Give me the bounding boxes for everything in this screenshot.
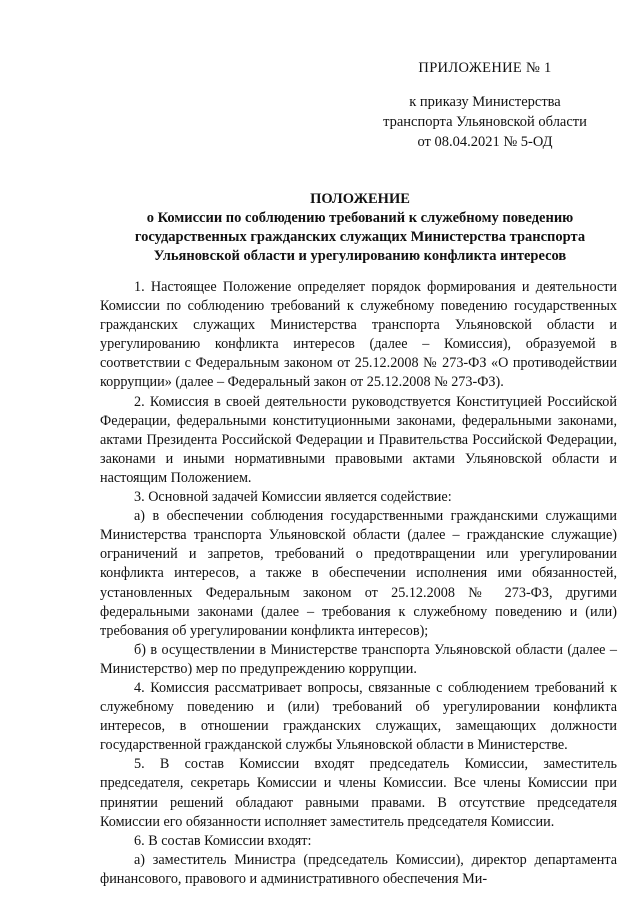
- paragraph: а) заместитель Министра (председатель Комиссии), директор департамента финансового, правового и административного обеспечения Ми-: [100, 851, 617, 887]
- document-heading: [100, 190, 620, 266]
- appendix-title: ПРИЛОЖЕНИЕ № 1: [418, 60, 552, 76]
- paragraph: 5. В состав Комиссии входят председатель Комиссии, заместитель председателя, секретарь Комиссии и члены Комиссии. Все члены Комиссии при принятии решений обладают равными правами. В отсутствие председателя Комиссии его обязанности исполняет заместитель председателя Комиссии.: [100, 756, 617, 830]
- heading-subtitle: о Комиссии по соблюдению требований к служебному поведению государственных гражданских служащих Министерства транспорта Ульяновской области и урегулированию конфликта интересов: [134, 210, 586, 264]
- paragraph: а) в обеспечении соблюдения государственными гражданскими служащими Министерства транспорта Ульяновской области (далее – гражданские служащие) ограничений и запретов, требований о предотвращении или урегулировании конфликта интересов, а также в обеспечении исполнения ими обязанностей, установленных Федеральным законом от 25.12.2008 № 273-ФЗ, другими федеральными законами (далее – требования к служебному поведению и (или) требования об урегулировании конфликта интересов);: [100, 508, 617, 639]
- paragraph: 1. Настоящее Положение определяет порядок формирования и деятельности Комиссии по соблюдению требований к служебному поведению государственных гражданских служащих Министерства транспорта Ульяновской области и урегулированию конфликта интересов (далее – Комиссия), образуемой в соответствии с Федеральным законом от 25.12.2008 № 273-ФЗ «О противодействии коррупции» (далее – Федеральный закон от 25.12.2008 № 273-ФЗ).: [100, 279, 617, 391]
- appendix-line: к приказу Министерства: [409, 94, 561, 110]
- appendix-block: [360, 58, 610, 152]
- appendix-line: транспорта Ульяновской области: [383, 114, 587, 130]
- heading-title: ПОЛОЖЕНИЕ: [310, 191, 410, 207]
- paragraph: 4. Комиссия рассматривает вопросы, связанные с соблюдением требований к служебному поведению и (или) требований об урегулировании конфликта интересов, в отношении гражданских служащих, замещающих должности государственной гражданской службы Ульяновской области в Министерстве.: [100, 679, 617, 754]
- paragraph: б) в осуществлении в Министерстве транспорта Ульяновской области (далее – Министерство) мер по предупреждению коррупции.: [100, 641, 617, 677]
- paragraph: 2. Комиссия в своей деятельности руководствуется Конституцией Российской Федерации, федеральными конституционными законами, федеральными законами, актами Президента Российской Федерации и Правительства Российской Федерации, законами и иными нормативными правовыми актами Ульяновской области и настоящим Положением.: [100, 393, 617, 486]
- document-body: [100, 278, 617, 889]
- paragraph: 3. Основной задачей Комиссии является содействие:: [134, 489, 452, 506]
- paragraph: 6. В состав Комиссии входят:: [134, 832, 312, 849]
- appendix-line: от 08.04.2021 № 5-ОД: [417, 134, 553, 150]
